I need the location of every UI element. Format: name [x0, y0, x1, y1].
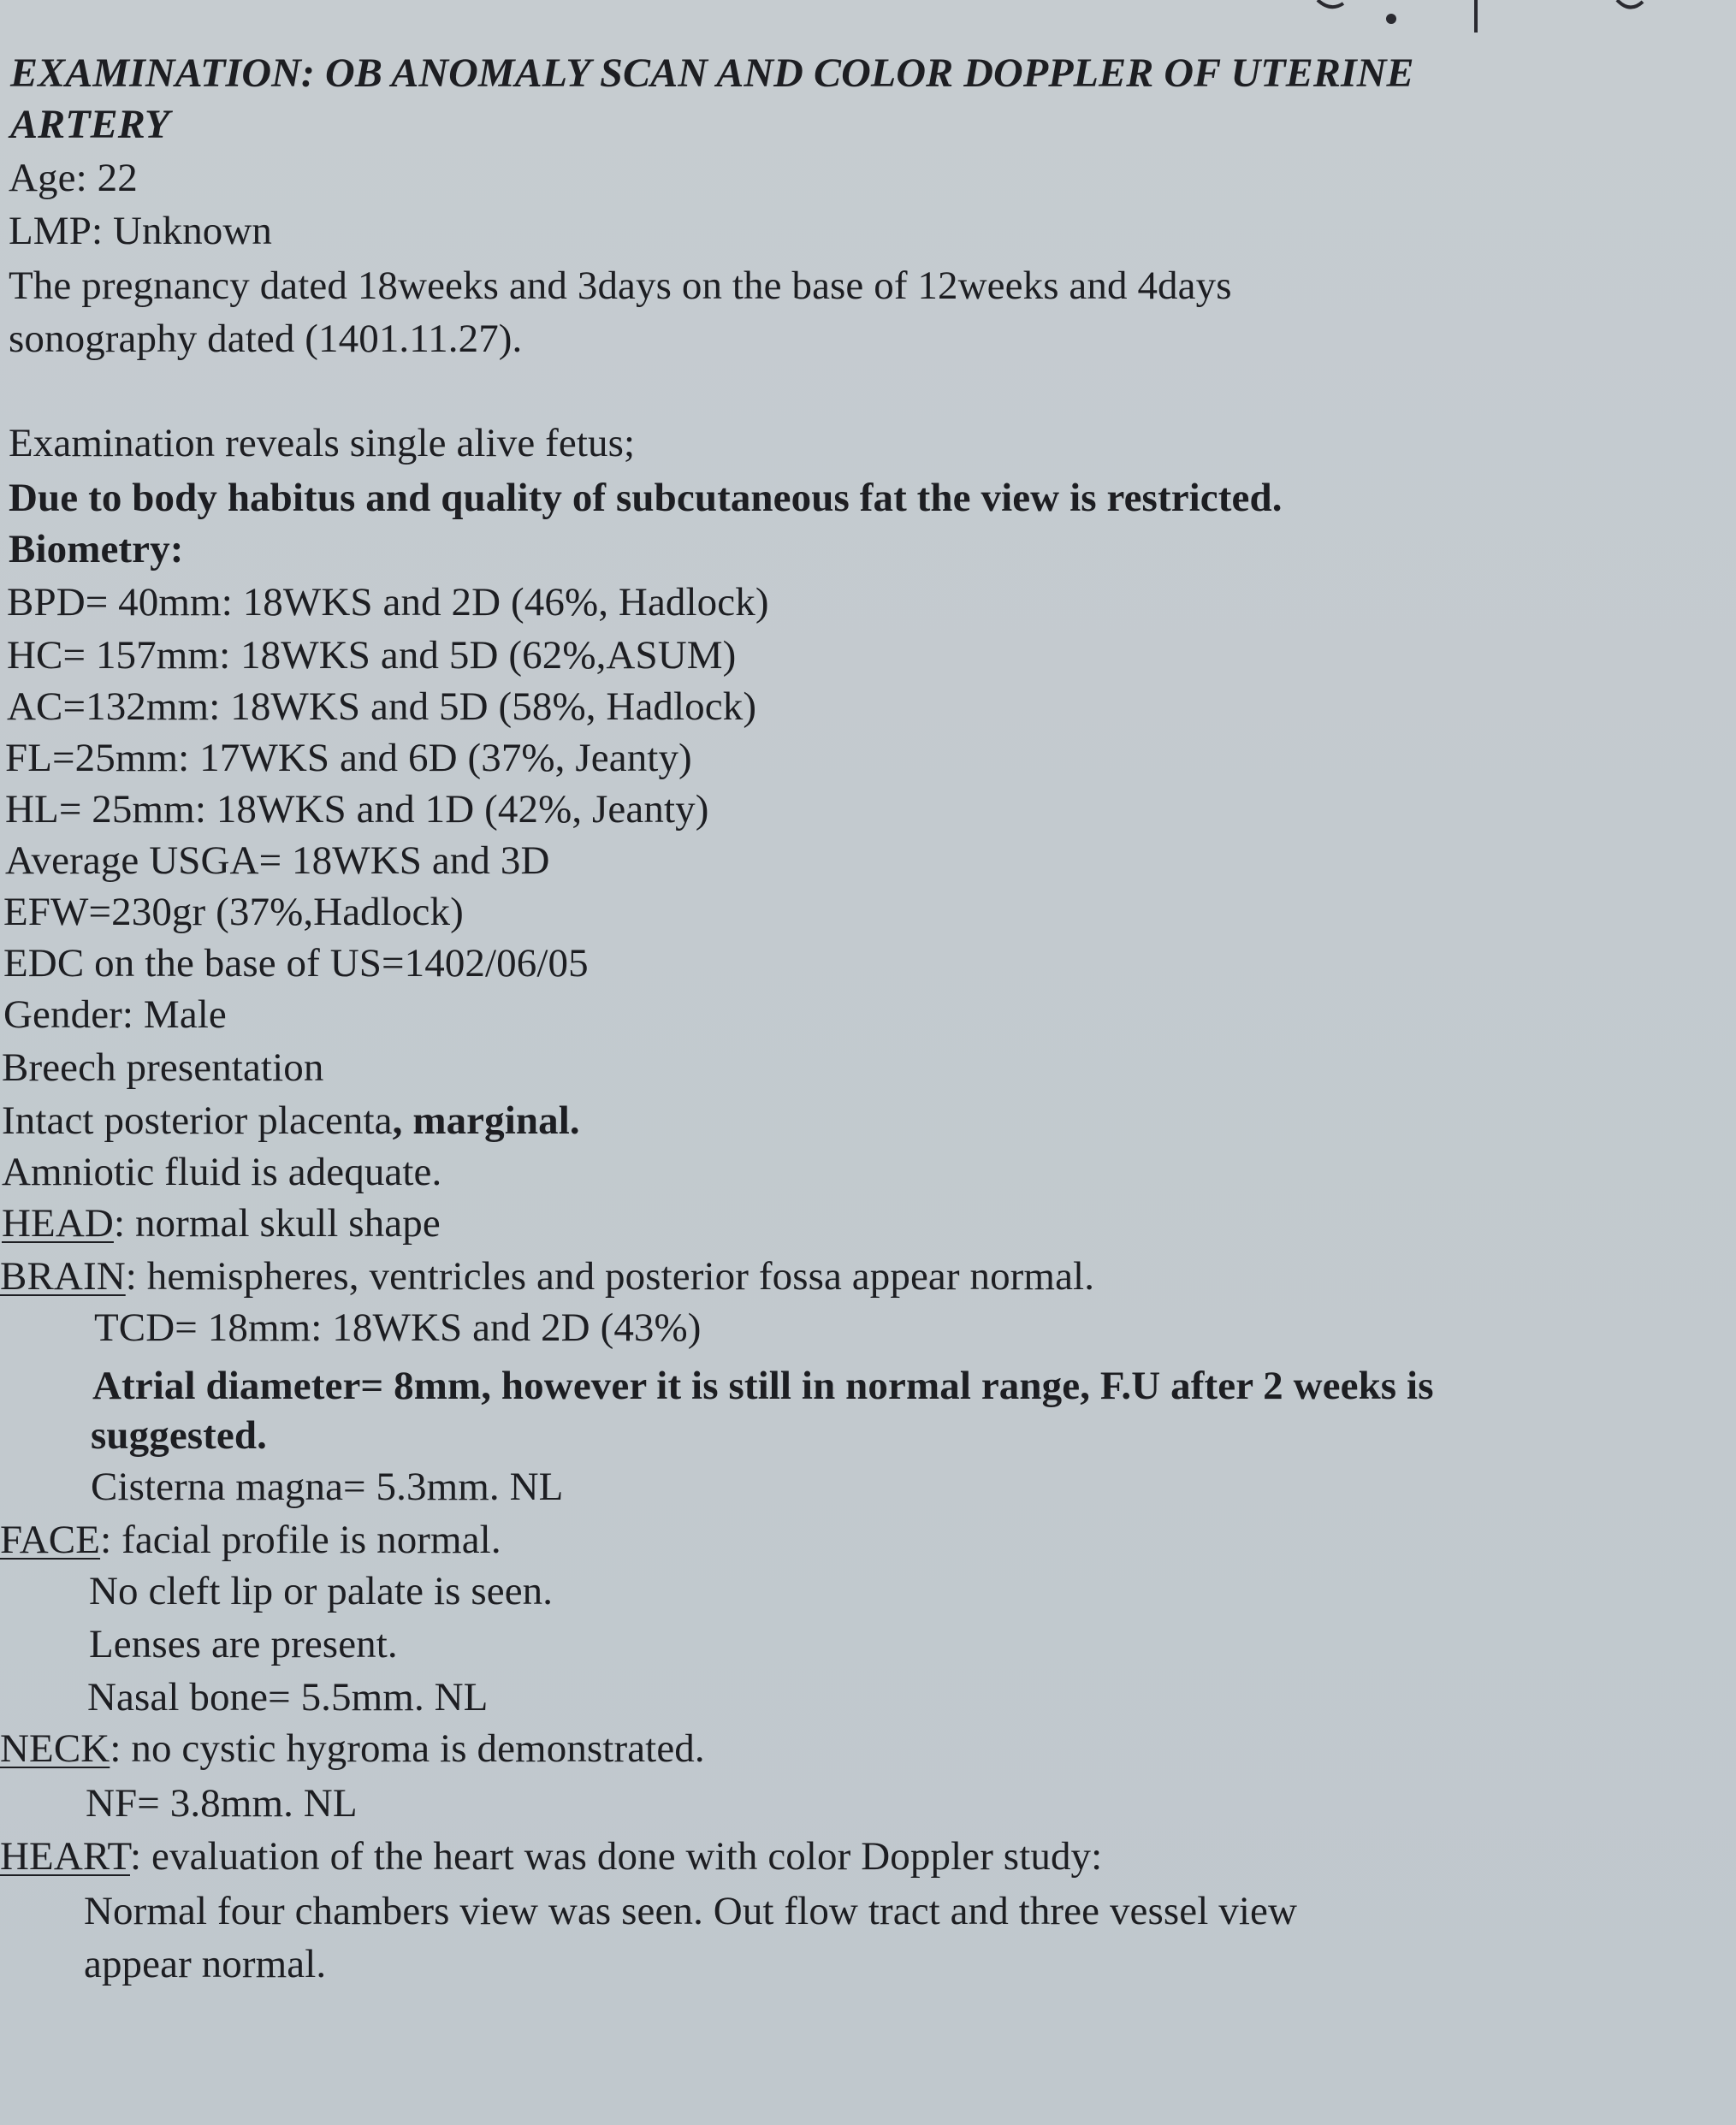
neck-text: : no cystic hygroma is demonstrated. — [110, 1726, 705, 1771]
heart-line — [0, 1831, 1102, 1882]
patient-lmp: LMP: Unknown — [9, 209, 273, 253]
face-cleft: No cleft lip or palate is seen. — [89, 1569, 554, 1613]
dating-line1: The pregnancy dated 18weeks and 3days on the base of 12weeks and 4days — [9, 263, 1232, 308]
heart-label: HEART — [0, 1834, 130, 1879]
neck-label: NECK — [0, 1726, 110, 1771]
face-lenses: Lenses are present. — [89, 1622, 398, 1666]
fetal-gender: Gender: Male — [3, 992, 227, 1037]
patient-age: Age: 22 — [9, 156, 138, 200]
biometry-bpd: BPD= 40mm: 18WKS and 2D (46%, Hadlock) — [7, 580, 769, 624]
heart-detail-line1: Normal four chambers view was seen. Out flow tract and three vessel view — [84, 1889, 1298, 1933]
handwriting-marks — [1283, 0, 1677, 41]
head-text: : normal skull shape — [113, 1201, 441, 1246]
exam-heading-line1: EXAMINATION: OB ANOMALY SCAN AND COLOR DOPPLER OF UTERINE — [10, 50, 1414, 96]
placenta-text: Intact posterior placenta — [2, 1098, 393, 1143]
neck-nf: NF= 3.8mm. NL — [86, 1781, 358, 1826]
exam-heading-line2: ARTERY — [10, 102, 170, 147]
biometry-fl: FL=25mm: 17WKS and 6D (37%, Jeanty) — [5, 736, 692, 780]
biometry-ac: AC=132mm: 18WKS and 5D (58%, Hadlock) — [7, 684, 757, 729]
dating-line2: sonography dated (1401.11.27). — [9, 317, 523, 361]
head-label: HEAD — [2, 1201, 114, 1246]
neck-line — [0, 1723, 705, 1774]
brain-cisterna: Cisterna magna= 5.3mm. NL — [91, 1465, 564, 1509]
face-text: : facial profile is normal. — [100, 1518, 501, 1562]
biometry-efw: EFW=230gr (37%,Hadlock) — [3, 890, 464, 934]
placenta-line — [2, 1095, 580, 1146]
brain-tcd: TCD= 18mm: 18WKS and 2D (43%) — [94, 1305, 702, 1350]
biometry-title: Biometry: — [9, 527, 184, 571]
view-restricted-note: Due to body habitus and quality of subcutaneous fat the view is restricted. — [9, 476, 1283, 520]
face-nasal-bone: Nasal bone= 5.5mm. NL — [87, 1675, 489, 1720]
brain-line — [0, 1251, 1094, 1302]
brain-label: BRAIN — [0, 1254, 126, 1299]
brain-atrial-line1: Atrial diameter= 8mm, however it is still in normal range, F.U after 2 weeks is — [92, 1364, 1434, 1408]
face-label: FACE — [0, 1518, 101, 1562]
heart-text: : evaluation of the heart was done with color Doppler study: — [130, 1834, 1103, 1879]
biometry-usga: Average USGA= 18WKS and 3D — [5, 838, 550, 883]
biometry-edc: EDC on the base of US=1402/06/05 — [3, 941, 589, 986]
face-line — [0, 1514, 501, 1566]
amniotic-fluid: Amniotic fluid is adequate. — [2, 1150, 442, 1194]
presentation: Breech presentation — [2, 1045, 324, 1090]
placenta-marginal: , marginal. — [392, 1098, 580, 1143]
brain-text: : hemispheres, ventricles and posterior fossa appear normal. — [125, 1254, 1095, 1299]
exam-reveals: Examination reveals single alive fetus; — [9, 421, 636, 465]
brain-atrial-line2: suggested. — [91, 1413, 267, 1458]
head-line — [2, 1198, 441, 1249]
biometry-hc: HC= 157mm: 18WKS and 5D (62%,ASUM) — [7, 633, 737, 678]
heart-detail-line2: appear normal. — [84, 1942, 327, 1986]
biometry-hl: HL= 25mm: 18WKS and 1D (42%, Jeanty) — [5, 787, 709, 832]
